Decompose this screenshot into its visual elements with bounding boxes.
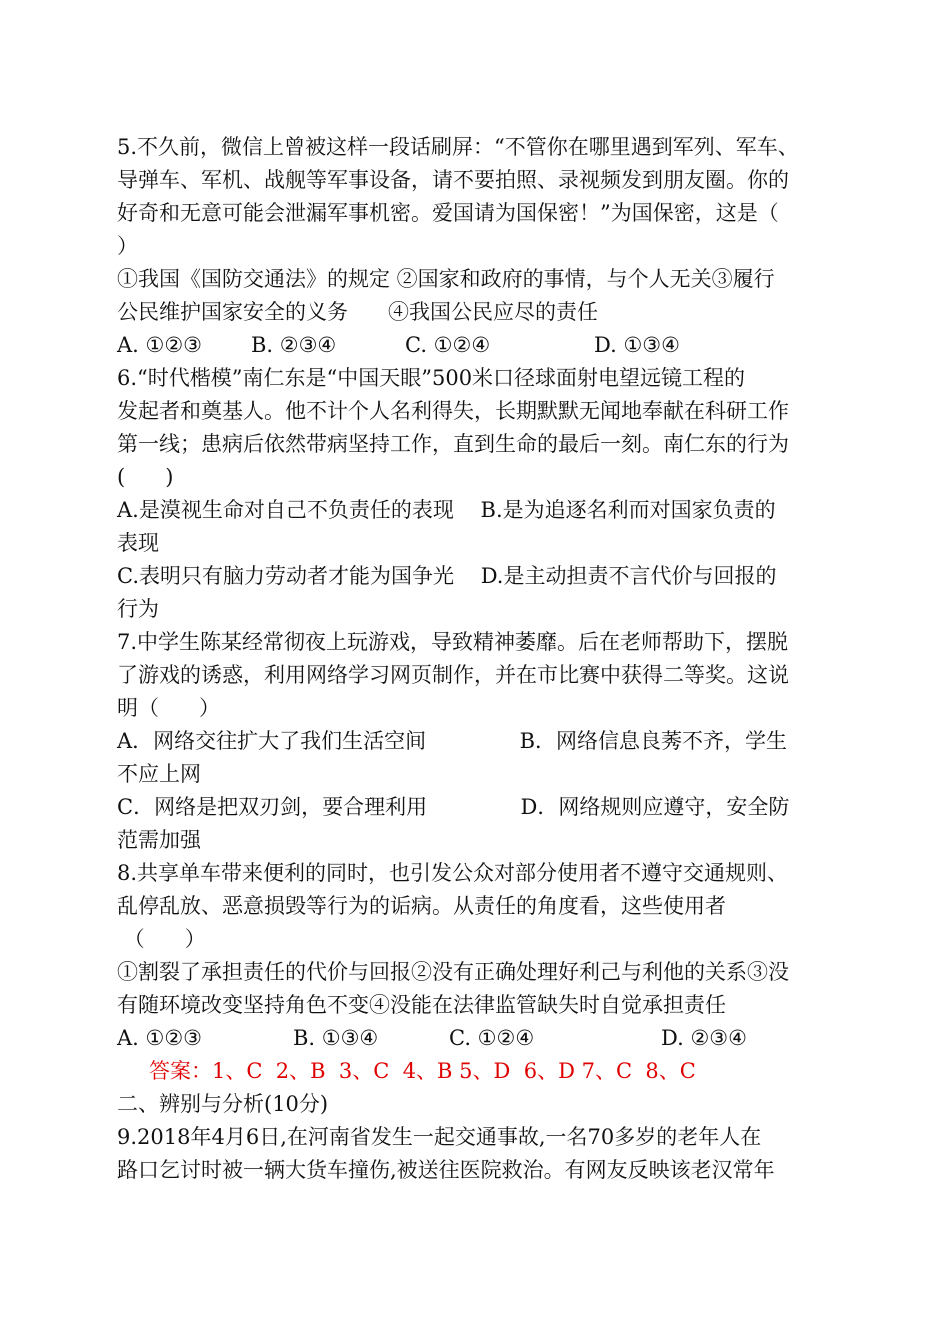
q8-line: 8.共享单车带来便利的同时，也引发公众对部分使用者不遵守交通规则、 [117, 861, 789, 885]
q8-line: 有随环境改变坚持角色不变④没能在法律监管缺失时自觉承担责任 [117, 993, 726, 1017]
q8-option-b: B. ①③④ [293, 1026, 379, 1050]
question-7 [117, 626, 837, 857]
q7-line: A．网络交往扩大了我们生活空间 B．网络信息良莠不齐，学生 [117, 729, 788, 753]
q6-line: A.是漠视生命对自己不负责任的表现 B.是为追逐名利而对国家负责的 [117, 498, 776, 522]
section-2 [117, 1088, 837, 1187]
document-page [117, 131, 837, 1187]
q8-line: ①割裂了承担责任的代价与回报②没有正确处理好利己与利他的关系③没 [117, 960, 789, 984]
q5-option-b: B. ②③④ [251, 333, 337, 357]
q8-line: 乱停乱放、恶意损毁等行为的诟病。从责任的角度看，这些使用者 [117, 894, 726, 918]
q7-line: 7.中学生陈某经常彻夜上玩游戏，导致精神萎靡。后在老师帮助下，摆脱 [117, 630, 789, 654]
q8-options [117, 1022, 837, 1055]
q8-option-d: D. ②③④ [661, 1026, 747, 1050]
q7-line: 不应上网 [117, 762, 201, 786]
q8-line: （ ） [117, 927, 206, 951]
q6-line: 6.“时代楷模”南仁东是“中国天眼”500米口径球面射电望远镜工程的 [117, 366, 746, 390]
q6-line: 行为 [117, 597, 159, 621]
q5-line: 5.不久前，微信上曾被这样一段话刷屏：“不管你在哪里遇到军列、军车、 [117, 135, 799, 159]
q8-option-a: A. ①②③ [117, 1026, 202, 1050]
q7-line: 明（ ） [117, 696, 221, 720]
q5-option-a: A. ①②③ [117, 333, 202, 357]
q5-line: 公民维护国家安全的义务 ④我国公民应尽的责任 [117, 300, 599, 324]
q7-line: 了游戏的诱惑，利用网络学习网页制作，并在市比赛中获得二等奖。这说 [117, 663, 789, 687]
q5-options [117, 329, 837, 362]
q8-option-c: C. ①②④ [449, 1026, 535, 1050]
q5-line: 导弹车、军机、战舰等军事设备，请不要拍照、录视频发到朋友圈。你的 [117, 168, 789, 192]
answer-key: 答案：1、C 2、B 3、C 4、B 5、D 6、D 7、C 8、C [149, 1059, 696, 1083]
q6-line: ( ) [117, 465, 174, 489]
q6-line: 发起者和奠基人。他不计个人名利得失，长期默默无闻地奉献在科研工作 [117, 399, 789, 423]
question-8 [117, 857, 837, 1055]
q5-line: ①我国《国防交通法》的规定 ②国家和政府的事情，与个人无关③履行 [117, 267, 775, 291]
q5-line: 好奇和无意可能会泄漏军事机密。爱国请为国保密！”为国保密，这是（ [117, 201, 779, 225]
q5-option-d: D. ①③④ [594, 333, 680, 357]
q7-line: 范需加强 [117, 828, 201, 852]
q7-line: C．网络是把双刃剑，要合理利用 D．网络规则应遵守，安全防 [117, 795, 790, 819]
q9-line: 9.2018年4月6日,在河南省发生一起交通事故,一名70多岁的老年人在 [117, 1125, 762, 1149]
question-5 [117, 131, 837, 362]
section-heading: 二、辨别与分析(10分) [117, 1092, 329, 1116]
q6-line: 表现 [117, 531, 159, 555]
q6-line: 第一线；患病后依然带病坚持工作，直到生命的最后一刻。南仁东的行为 [117, 432, 789, 456]
q9-line: 路口乞讨时被一辆大货车撞伤,被送往医院救治。有网友反映该老汉常年 [117, 1158, 775, 1182]
q6-line: C.表明只有脑力劳动者才能为国争光 D.是主动担责不言代价与回报的 [117, 564, 777, 588]
q5-option-c: C. ①②④ [405, 333, 491, 357]
question-6 [117, 362, 837, 626]
q5-line: ） [117, 234, 138, 258]
